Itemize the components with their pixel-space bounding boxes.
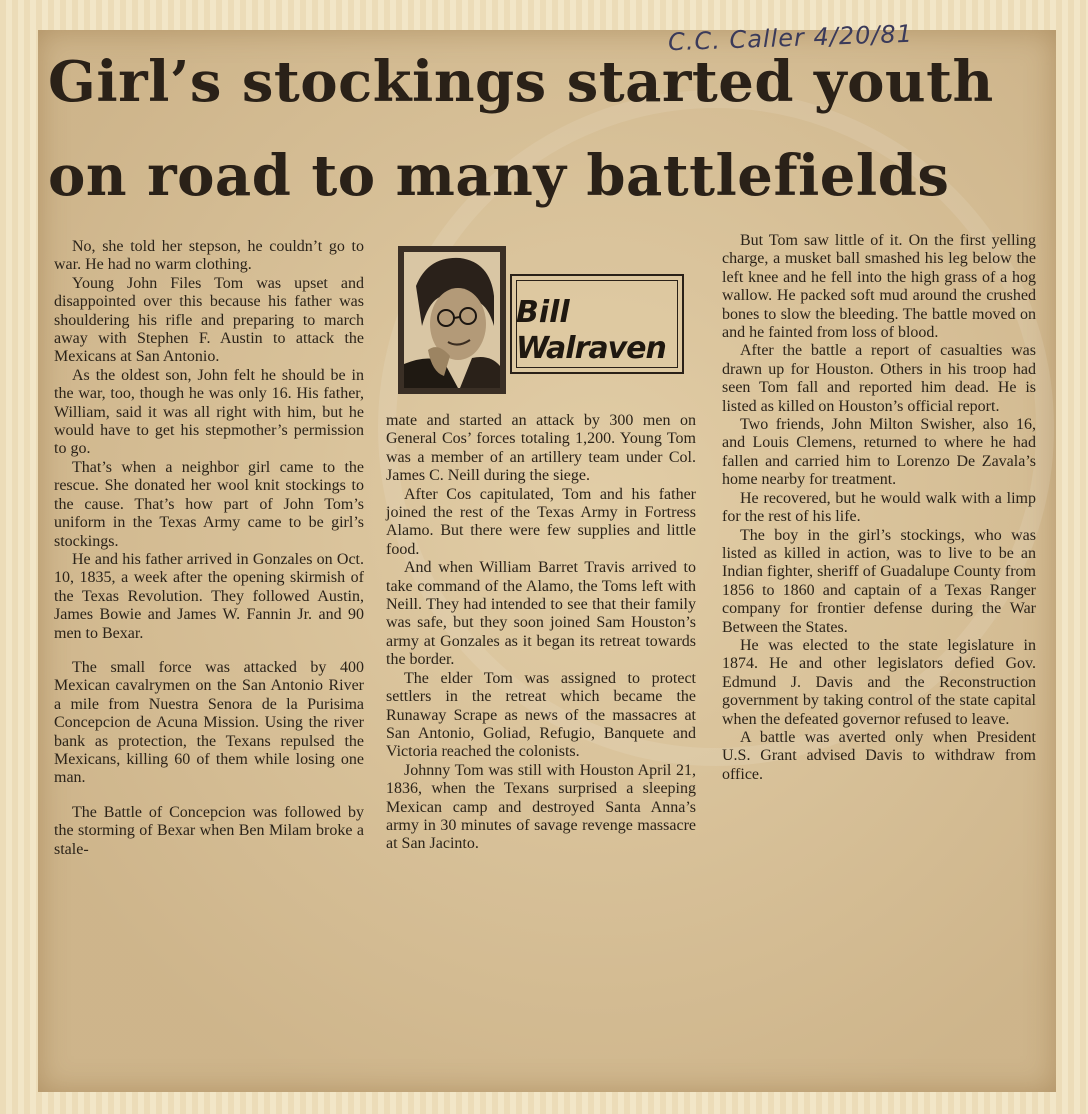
headline-line-1: Girl’s stockings started youth (48, 49, 994, 115)
columnist-byline (398, 246, 684, 380)
paragraph: But Tom saw little of it. On the first yelling charge, a musket ball smashed his leg below the left knee and he fell into the high grass of a hog wallow. He packed soft mud around the crushed bones to slow the bleeding. The battle moved on and he fainted from loss of blood. (722, 232, 1036, 342)
article-column-2 (386, 412, 696, 854)
paragraph: The boy in the girl’s stockings, who was listed as killed in action, was to live to be an Indian fighter, sheriff of Guadalupe County from 1856 to 1860 and captain of a Texas Ranger company for frontier defense during the War Between the States. (722, 526, 1036, 636)
paragraph: After Cos capitulated, Tom and his father joined the rest of the Texas Army in Fortress Alamo. But there were few supplies and little food. (386, 485, 696, 558)
columnist-portrait-photo (398, 246, 506, 394)
handwritten-source-note: C.C. Caller 4/20/81 (667, 19, 914, 57)
paragraph: That’s when a neighbor girl came to the rescue. She donated her wool knit stockings to the cause. That’s how part of John Tom’s uniform in the Texas Army came to be girl’s stockings. (54, 458, 364, 550)
paragraph: He was elected to the state legislature in 1874. He and other legislators defied Gov. Edmund J. Davis and the Reconstruction government by taking control of the state capital when the defeated governor refused to leave. (722, 636, 1036, 728)
paragraph: And when William Barret Travis arrived to take command of the Alamo, the Toms left with Neill. They had intended to see that their family was safe, but they soon joined Sam Houston’s army at Gonzales as it began its retreat towards the border. (386, 559, 696, 669)
paragraph: The small force was attacked by 400 Mexican cavalrymen on the San Antonio River a mile from Nuestra Senora de la Purisima Concepcion de Acuna Mission. Using the river bank as protection, the Texans repulsed the Mexicans, killing 60 of them while losing one man. (54, 658, 364, 787)
paragraph: The elder Tom was assigned to protect settlers in the retreat which became the Runaway Scrape as news of the massacres at San Antonio, Goliad, Refugio, Banquete and Victoria reached the colonists. (386, 669, 696, 761)
paragraph: A battle was averted only when President U.S. Grant advised Davis to withdraw from office. (722, 728, 1036, 783)
headline-line-2: on road to many battlefields (48, 143, 950, 209)
paragraph: mate and started an attack by 300 men on General Cos’ forces totaling 1,200. Young Tom was a member of an artillery team under Col. James C. Neill during the siege. (386, 412, 696, 485)
paragraph: Johnny Tom was still with Houston April 21, 1836, when the Texans surprised a sleeping Mexican camp and destroyed Santa Anna’s army in 30 minutes of savage revenge massacre at San Jacinto. (386, 761, 696, 853)
byline-last-name: Walraven (516, 331, 666, 366)
article-column-3 (722, 232, 1036, 784)
article-column-1 (54, 238, 364, 859)
byline-first-name: Bill (516, 295, 570, 330)
paragraph: After the battle a report of casualties was drawn up for Houston. Others in his troop had seen Tom fall and reported him dead. He is listed as killed on Houston’s official report. (722, 342, 1036, 415)
paragraph: No, she told her stepson, he couldn’t go to war. He had no warm clothing. (54, 238, 364, 274)
paragraph: He recovered, but he would walk with a limp for the rest of his life. (722, 489, 1036, 526)
paragraph: He and his father arrived in Gonzales on Oct. 10, 1835, a week after the opening skirmish of the Texas Revolution. They followed Austin, James Bowie and James W. Fannin Jr. and 90 men to Bexar. (54, 550, 364, 642)
paragraph: As the oldest son, John felt he should be in the war, too, though he was only 16. His father, William, said it was all right with him, but he would have to get his stepmother’s permission to go. (54, 366, 364, 458)
paragraph: Young John Files Tom was upset and disappointed over this because his father was shouldering his rifle and preparing to march away with Stephen F. Austin to attack the Mexicans at San Antonio. (54, 274, 364, 366)
paragraph: The Battle of Concepcion was followed by the storming of Bexar when Ben Milam broke a stale- (54, 803, 364, 858)
paragraph: Two friends, John Milton Swisher, also 16, and Louis Clemens, returned to where he had fallen and carried him to Lorenzo De Zavala’s home nearby for treatment. (722, 416, 1036, 489)
